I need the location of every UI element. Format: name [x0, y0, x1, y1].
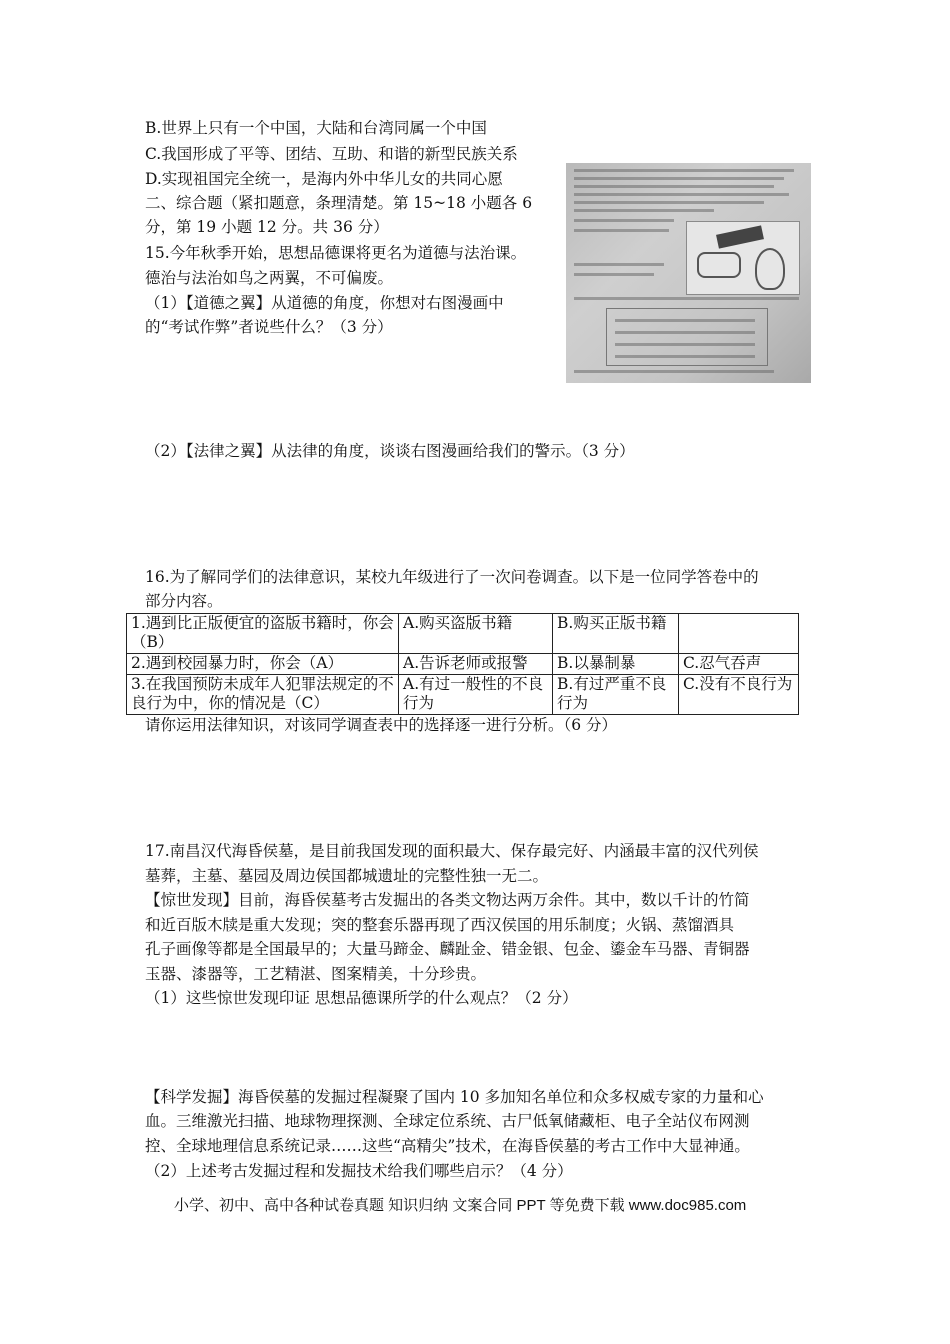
table-row: [127, 654, 799, 675]
q15-part1-line1: （1）【道德之翼】从道德的角度，你想对右图漫画中: [145, 294, 504, 312]
q17-stem-line2: 墓葬，主墓、墓园及周边侯国都城遗址的完整性独一无二。: [145, 867, 549, 885]
option-d: D.实现祖国完全统一，是海内外中华儿女的共同心愿: [145, 170, 503, 188]
cartoon-photo: [566, 163, 811, 383]
table-row: [127, 614, 799, 654]
table-cell: A.有过一般性的不良行为: [399, 675, 553, 715]
q16-stem-line1: 16.为了解同学们的法律意识，某校九年级进行了一次问卷调查。以下是一位同学答卷中的: [145, 568, 759, 586]
footer-download-note: 小学、初中、高中各种试卷真题 知识归纳 文案合同 PPT 等免费下载 www.doc985.com: [174, 1197, 747, 1214]
table-cell: B.购买正版书籍: [553, 614, 679, 654]
table-cell: B.有过严重不良行为: [553, 675, 679, 715]
q17-science-line3: 控、全球地理信息系统记录……这些“高精尖”技术，在海昏侯墓的考古工作中大显神通。: [145, 1137, 750, 1155]
q17-science-line2: 血。三维激光扫描、地球物理探测、全球定位系统、古尸低氧储藏柜、电子全站仪布网测: [145, 1112, 750, 1130]
q17-discovery-line3: 孔子画像等都是全国最早的；大量马蹄金、麟趾金、错金银、包金、鎏金车马器、青铜器: [145, 940, 750, 958]
table-cell: C.没有不良行为: [679, 675, 799, 715]
q17-part1: （1）这些惊世发现印证 思想品德课所学的什么观点？（2 分）: [145, 989, 578, 1007]
q15-stem-line1: 15.今年秋季开始，思想品德课将更名为道德与法治课。: [145, 244, 527, 262]
option-b: B.世界上只有一个中国，大陆和台湾同属一个中国: [145, 119, 487, 137]
q17-discovery-line1: 【惊世发现】目前，海昏侯墓考古发掘出的各类文物达两万余件。其中，数以千计的竹简: [145, 891, 750, 909]
q17-science-line1: 【科学发掘】海昏侯墓的发掘过程凝聚了国内 10 多加知名单位和众多权威专家的力量和心: [145, 1088, 764, 1106]
table-cell: A.购买盗版书籍: [399, 614, 553, 654]
cartoon-illustration: [686, 221, 800, 295]
section2-heading-line2: 分，第 19 小题 12 分。共 36 分）: [145, 218, 389, 236]
table-cell: 1.遇到比正版便宜的盗版书籍时，你会（B）: [127, 614, 399, 654]
table-cell: [679, 614, 799, 654]
q16-stem-line2: 部分内容。: [145, 592, 223, 610]
table-cell: B.以暴制暴: [553, 654, 679, 675]
q17-discovery-line2: 和近百版木牍是重大发现；突的整套乐器再现了西汉侯国的用乐制度；火锅、蒸馏酒具: [145, 916, 735, 934]
table-row: [127, 675, 799, 715]
survey-thumbnail: [606, 308, 768, 366]
table-cell: C.忍气吞声: [679, 654, 799, 675]
q15-stem-line2: 德治与法治如鸟之两翼，不可偏废。: [145, 269, 394, 287]
q17-discovery-line4: 玉器、漆器等，工艺精湛、图案精美，十分珍贵。: [145, 965, 487, 983]
q17-part2: （2）上述考古发掘过程和发掘技术给我们哪些启示？（4 分）: [145, 1162, 573, 1180]
q15-part1-line2: 的“考试作弊”者说些什么？（3 分）: [145, 318, 393, 336]
q17-stem-line1: 17.南昌汉代海昏侯墓，是目前我国发现的面积最大、保存最完好、内涵最丰富的汉代列侯: [145, 842, 759, 860]
q15-part2: （2）【法律之翼】从法律的角度，谈谈右图漫画给我们的警示。（3 分）: [145, 442, 635, 460]
section2-heading-line1: 二、综合题（紧扣题意，条理清楚。第 15~18 小题各 6: [145, 194, 533, 212]
survey-table: [126, 613, 799, 715]
q16-instruction: 请你运用法律知识，对该同学调查表中的选择逐一进行分析。（6 分）: [145, 716, 618, 734]
table-cell: 2.遇到校园暴力时，你会（A）: [127, 654, 399, 675]
option-c: C.我国形成了平等、团结、互助、和谐的新型民族关系: [145, 145, 518, 163]
table-cell: 3.在我国预防未成年人犯罪法规定的不良行为中，你的情况是（C）: [127, 675, 399, 715]
table-cell: A.告诉老师或报警: [399, 654, 553, 675]
